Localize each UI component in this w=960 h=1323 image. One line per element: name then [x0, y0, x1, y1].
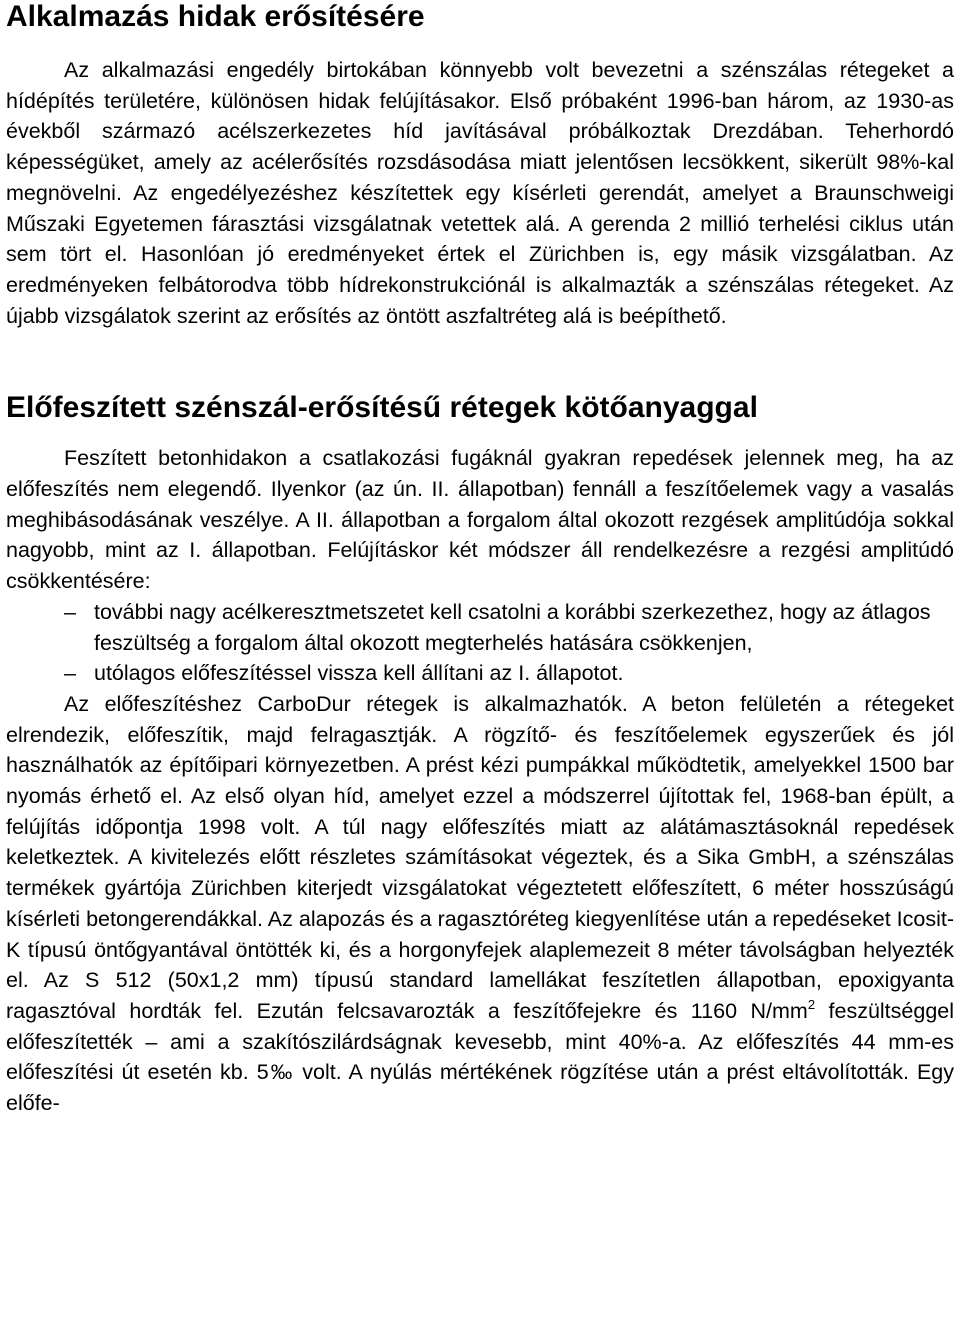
- list-item-text: további nagy acélkeresztmetszetet kell csatolni a korábbi szerkezethez, hogy az átlagos feszültség a forgalom által okozott megterhelés hatására csökkenjen,: [94, 599, 931, 655]
- method-list: [6, 597, 954, 689]
- unit-superscript: 2: [807, 996, 816, 1012]
- paragraph-carbodur: [6, 689, 954, 1119]
- list-item: [6, 597, 954, 658]
- paragraph-bridge-strengthening: Az alkalmazási engedély birtokában könnyebb volt bevezetni a szénszálas rétegeket a hídépítés területére, különösen hidak felújításakor. Első próbaként 1996-ban három, az 1930-as évekből származó acélszerkezetes híd javításával próbálkoztak Drezdában. Teherhordó képességüket, amely az acélerősítés rozsdásodása miatt jelentősen lecsökkent, sikerült 98%-kal megnövelni. Az engedélyezéshez készítettek egy kísérleti gerendát, amelyet a Braunschweigi Műszaki Egyetemen fárasztási vizsgálatnak vetettek alá. A gerenda 2 millió terhelési ciklus után sem tört el. Hasonlóan jó eredményeket értek el Zürichben is, egy másik vizsgálatban. Az eredményeken felbátorodva több hídrekonstrukciónál is alkalmazták a szénszálas rétegeket. Az újabb vizsgálatok szerint az erősítés az öntött aszfaltréteg alá is beépíthető.: [6, 58, 954, 328]
- dash-bullet-icon: –: [64, 661, 76, 686]
- dash-bullet-icon: –: [64, 599, 76, 624]
- paragraph-carbodur-text-b: feszültséggel előfeszítették – ami a szakítószilárdságnak kevesebb, mint 40%-a. Az előfeszítés 44 mm-es előfeszítési út esetén kb. 5‰ volt. A nyúlás mértékének rögzítése után a prést eltávolították. Egy előfe-: [6, 998, 955, 1116]
- list-item: [6, 658, 954, 689]
- paragraph-prestressed-intro: Feszített betonhidakon a csatlakozási fugáknál gyakran repedések jelennek meg, ha az előfeszítés nem elegendő. Ilyenkor (az ún. II. állapotban) fennáll a feszítőelemek vagy a vasalás meghibásodásának veszélye. A II. állapotban a forgalom által okozott rezgések amplitúdója sokkal nagyobb, mint az I. állapotban. Felújításkor két módszer áll rendelkezésre a rezgési amplitúdó csökkentésére:: [6, 446, 954, 594]
- list-item-text: utólagos előfeszítéssel vissza kell állítani az I. állapotot.: [94, 661, 624, 686]
- paragraph-carbodur-text-a: Az előfeszítéshez CarboDur rétegek is alkalmazhatók. A beton felületén a rétegeket elrendezik, előfeszítik, majd felragasztják. A rögzítő- és feszítőelemek egyszerűek és jól használhatók az építőipari környezetben. A prést kézi pumpákkal működtetik, amelyekkel 1500 bar nyomás érhető el. Az első olyan híd, amelyet ezzel a módszerrel újítottak fel, 1968-ban épült, a felújítás időpontja 1998 volt. A túl nagy előfeszítés miatt az alátámasztásoknál repedések keletkeztek. A kivitelezés előtt részletes számításokat végeztek, és a Sika GmbH, a szénszálas termékek gyártója Zürichben kiterjedt vizsgálatokat végeztetett előfeszített, 6 méter hosszúságú kísérleti betongerendákkal. Az alapozás és a ragasztóréteg kiegyenlítése után a repedéseket Icosit-K típusú öntőgyantával öntötték ki, és a horgonyfejek alaplemezeit 8 méter távolságban helyezték el. Az S 512 (50x1,2 mm) típusú standard lamellákat feszítetlen állapotban, epoxigyanta ragasztóval hordták fel. Ezután felcsavarozták a feszítőfejekre és 1160 N/mm: [6, 691, 954, 1023]
- section-title-bridge-strengthening: Alkalmazás hidak erősítésére: [6, 0, 425, 33]
- section-title-prestressed-layers: Előfeszített szénszál-erősítésű rétegek kötőanyaggal: [6, 391, 758, 425]
